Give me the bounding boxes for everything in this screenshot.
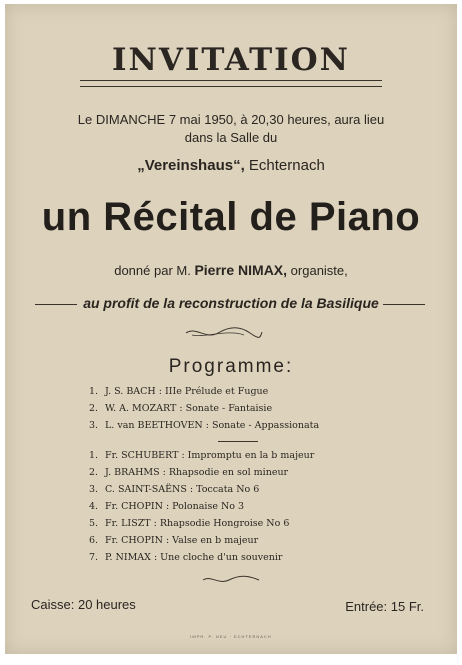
programme-number: 3. [89, 484, 99, 495]
programme-text: L. van BEETHOVEN : Sonate - Appassionata [105, 420, 320, 431]
byline-suffix: organiste, [290, 263, 348, 278]
programme-item [89, 467, 288, 478]
programme-item [89, 484, 259, 495]
programme-text: Fr. SCHUBERT : Impromptu en la b majeur [105, 450, 315, 461]
programme-text: C. SAINT-SAËNS : Toccata No 6 [105, 484, 260, 495]
programme-text: J. BRAHMS : Rhapsodie en sol mineur [105, 467, 289, 478]
programme-item [89, 501, 244, 512]
programme-item [89, 535, 258, 546]
programme-number: 1. [89, 386, 99, 397]
venue-name: „Vereinshaus“, [137, 157, 245, 174]
programme-item [89, 518, 289, 529]
programme-number: 7. [89, 552, 99, 563]
programme-number: 1. [89, 450, 99, 461]
invitation-title: INVITATION [111, 42, 351, 78]
byline-prefix: donné par M. [114, 263, 191, 278]
programme-divider [218, 441, 258, 442]
programme-text: J. S. BACH : IIIe Prélude et Fugue [105, 386, 269, 397]
programme-item [89, 450, 314, 461]
programme-number: 2. [89, 467, 99, 478]
invitation-poster [5, 4, 457, 654]
programme-text: Fr. LISZT : Rhapsodie Hongroise No 6 [105, 518, 290, 529]
programme-text: W. A. MOZART : Sonate - Fantaisie [105, 403, 273, 414]
small-flourish-ornament [201, 575, 261, 585]
box-office-time: Caisse: 20 heures [31, 597, 136, 612]
benefit-line: au profit de la reconstruction de la Basilique [83, 295, 379, 311]
performer-byline [5, 262, 457, 278]
venue-place: Echternach [248, 157, 325, 174]
programme-number: 6. [89, 535, 99, 546]
event-title: un Récital de Piano [41, 195, 421, 239]
programme-item [89, 420, 319, 431]
programme-item [89, 403, 272, 414]
title-double-rule [80, 80, 382, 87]
programme-text: Fr. CHOPIN : Valse en b majeur [105, 535, 259, 546]
programme-text: Fr. CHOPIN : Polonaise No 3 [105, 501, 245, 512]
benefit-rule-right [383, 304, 425, 305]
venue [5, 157, 457, 174]
programme-heading: Programme: [168, 356, 294, 377]
programme-item [89, 552, 282, 563]
printer-imprint: IMPR. P. NEU · ECHTERNACH [190, 634, 272, 639]
programme-number: 4. [89, 501, 99, 512]
programme-number: 2. [89, 403, 99, 414]
programme-text: P. NIMAX : Une cloche d'un souvenir [105, 552, 283, 563]
programme-number: 5. [89, 518, 99, 529]
programme-item [89, 386, 268, 397]
announcement-line-1: Le DIMANCHE 7 mai 1950, à 20,30 heures, aura lieu [77, 112, 385, 127]
announcement-line-2: dans la Salle du [184, 130, 278, 145]
flourish-ornament [184, 326, 264, 340]
performer-name: Pierre NIMAX, [194, 262, 288, 278]
programme-number: 3. [89, 420, 99, 431]
entry-price: Entrée: 15 Fr. [345, 599, 424, 614]
